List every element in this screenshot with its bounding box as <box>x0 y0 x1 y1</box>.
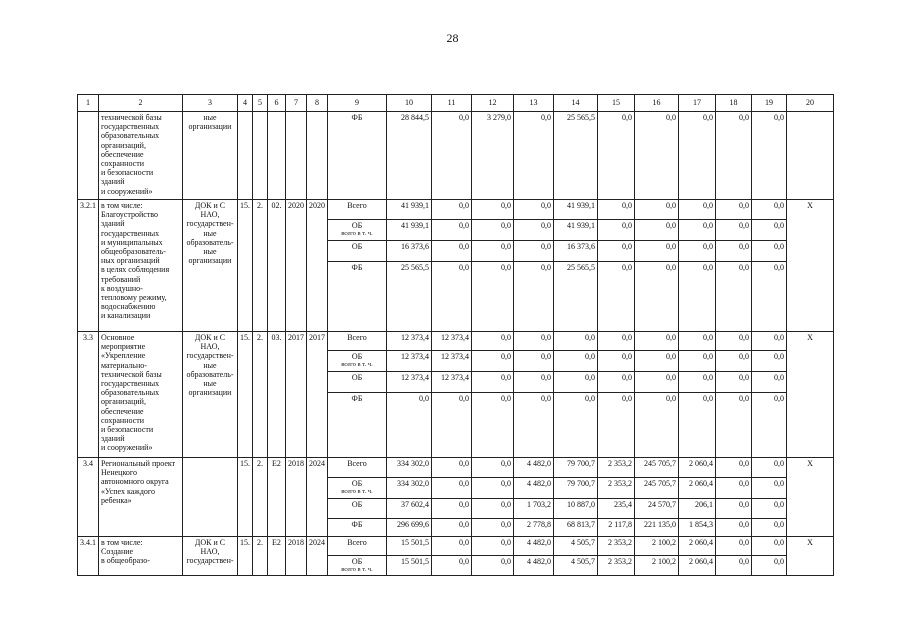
amount-cell: 0,0 <box>752 393 787 458</box>
amount-cell: 15 501,5 <box>387 537 432 556</box>
amount-cell: 0,0 <box>598 241 635 262</box>
amount-cell: 0,0 <box>716 220 752 241</box>
header-row <box>78 95 834 112</box>
header-cell: 14 <box>554 95 598 112</box>
amount-cell: 0,0 <box>598 332 635 351</box>
amount-cell: 0,0 <box>598 112 635 200</box>
amount-cell: 2 353,2 <box>598 478 635 499</box>
header-cell: 15 <box>598 95 635 112</box>
responsible-organization: ДОК и С НАО, государствен- <box>183 537 238 576</box>
amount-cell: 0,0 <box>752 478 787 499</box>
funding-source-label: Всего <box>347 333 367 342</box>
amount-cell: 0,0 <box>514 351 554 372</box>
amount-cell: 334 302,0 <box>387 478 432 499</box>
code-cell: 2024 <box>307 537 328 576</box>
header-cell: 17 <box>679 95 716 112</box>
amount-cell: 0,0 <box>554 372 598 393</box>
table-row <box>78 112 834 200</box>
amount-cell: 0,0 <box>472 556 514 576</box>
code-cell: 2. <box>253 332 268 458</box>
amount-cell: 0,0 <box>432 262 472 332</box>
amount-cell: 0,0 <box>472 220 514 241</box>
amount-cell: 79 700,7 <box>554 478 598 499</box>
amount-cell: 25 565,5 <box>554 262 598 332</box>
amount-cell: 2 353,2 <box>598 537 635 556</box>
amount-cell: 245 705,7 <box>635 458 679 478</box>
amount-cell: 0,0 <box>716 332 752 351</box>
amount-cell: 0,0 <box>716 112 752 200</box>
amount-cell: 1 854,3 <box>679 519 716 537</box>
code-cell: Е2 <box>268 458 286 537</box>
amount-cell: 0,0 <box>472 537 514 556</box>
funding-source-label: ФБ <box>351 394 363 403</box>
amount-cell: 0,0 <box>514 241 554 262</box>
code-cell <box>286 112 307 200</box>
amount-cell: 0,0 <box>554 393 598 458</box>
amount-cell: 0,0 <box>514 393 554 458</box>
amount-cell: 206,1 <box>679 499 716 519</box>
amount-cell: 0,0 <box>716 200 752 220</box>
responsible-organization: ДОК и С НАО, государствен- ные образователь- ные организации <box>183 332 238 458</box>
amount-cell: 41 939,1 <box>554 220 598 241</box>
amount-cell: 0,0 <box>432 556 472 576</box>
amount-cell: 2 060,4 <box>679 478 716 499</box>
code-cell: Е2 <box>268 537 286 576</box>
amount-cell: 0,0 <box>716 519 752 537</box>
amount-cell: 0,0 <box>514 200 554 220</box>
code-cell: 2024 <box>307 458 328 537</box>
code-cell <box>253 112 268 200</box>
amount-cell: 4 482,0 <box>514 556 554 576</box>
amount-cell: 0,0 <box>554 332 598 351</box>
amount-cell: 24 570,7 <box>635 499 679 519</box>
amount-cell: 41 939,1 <box>387 220 432 241</box>
code-cell: 15. <box>238 200 253 332</box>
code-cell: 2. <box>253 458 268 537</box>
amount-cell: 0,0 <box>514 332 554 351</box>
header-cell: 20 <box>787 95 834 112</box>
funding-source-label: ФБ <box>351 263 363 272</box>
amount-cell: 41 939,1 <box>554 200 598 220</box>
amount-cell: 0,0 <box>679 332 716 351</box>
code-cell: 02. <box>268 200 286 332</box>
header-cell: 10 <box>387 95 432 112</box>
funding-source-label: ОБ <box>351 352 363 361</box>
amount-cell: 296 699,6 <box>387 519 432 537</box>
amount-cell: 0,0 <box>716 372 752 393</box>
amount-cell: 0,0 <box>598 351 635 372</box>
amount-cell: 0,0 <box>472 332 514 351</box>
amount-cell: 79 700,7 <box>554 458 598 478</box>
amount-cell: 2 060,4 <box>679 537 716 556</box>
amount-cell: 0,0 <box>752 537 787 556</box>
row-number: 3.4 <box>78 458 99 537</box>
amount-cell: 0,0 <box>472 372 514 393</box>
amount-cell: 0,0 <box>432 478 472 499</box>
mark-cell <box>787 112 834 200</box>
amount-cell: 0,0 <box>752 241 787 262</box>
amount-cell: 0,0 <box>432 458 472 478</box>
funding-source-label: ОБ <box>351 242 363 251</box>
amount-cell: 0,0 <box>635 372 679 393</box>
activity-description: в том числе: Благоустройство зданий государственных и муниципальных общеобразователь- ных организаций в целях соблюдения требований к воздушно- тепловому режиму, водоснабжению и канализации <box>99 200 183 332</box>
amount-cell: 16 373,6 <box>554 241 598 262</box>
amount-cell: 0,0 <box>716 537 752 556</box>
code-cell: 2017 <box>286 332 307 458</box>
funding-source-label: ОБ <box>351 373 363 382</box>
funding-source-note: всего в т. ч. <box>341 361 373 369</box>
amount-cell: 0,0 <box>514 112 554 200</box>
header-cell: 11 <box>432 95 472 112</box>
amount-cell: 0,0 <box>472 519 514 537</box>
amount-cell: 2 353,2 <box>598 458 635 478</box>
amount-cell: 0,0 <box>679 241 716 262</box>
amount-cell: 0,0 <box>679 351 716 372</box>
table-row <box>78 458 834 478</box>
amount-cell: 0,0 <box>752 262 787 332</box>
amount-cell: 0,0 <box>752 351 787 372</box>
amount-cell: 3 279,0 <box>472 112 514 200</box>
funding-source-label: ОБ <box>351 479 363 488</box>
amount-cell: 0,0 <box>432 200 472 220</box>
budget-table <box>77 94 834 576</box>
funding-source <box>328 393 387 458</box>
header-cell: 1 <box>78 95 99 112</box>
amount-cell: 0,0 <box>679 200 716 220</box>
amount-cell: 0,0 <box>432 393 472 458</box>
code-cell: 2017 <box>307 332 328 458</box>
amount-cell: 0,0 <box>752 458 787 478</box>
mark-cell: Х <box>787 458 834 537</box>
mark-cell: Х <box>787 537 834 576</box>
funding-source-note: всего в т. ч. <box>341 566 373 574</box>
code-cell: 2. <box>253 200 268 332</box>
amount-cell: 0,0 <box>679 262 716 332</box>
header-cell: 16 <box>635 95 679 112</box>
amount-cell: 37 602,4 <box>387 499 432 519</box>
amount-cell: 0,0 <box>472 393 514 458</box>
code-cell: 2020 <box>286 200 307 332</box>
amount-cell: 0,0 <box>635 332 679 351</box>
amount-cell: 15 501,5 <box>387 556 432 576</box>
amount-cell: 12 373,4 <box>387 332 432 351</box>
funding-source-label: ФБ <box>351 113 363 122</box>
header-cell: 19 <box>752 95 787 112</box>
row-number: 3.3 <box>78 332 99 458</box>
amount-cell: 0,0 <box>679 372 716 393</box>
amount-cell: 10 887,0 <box>554 499 598 519</box>
mark-cell: Х <box>787 332 834 458</box>
amount-cell: 0,0 <box>716 499 752 519</box>
amount-cell: 41 939,1 <box>387 200 432 220</box>
amount-cell: 12 373,4 <box>432 332 472 351</box>
amount-cell: 0,0 <box>752 499 787 519</box>
amount-cell: 0,0 <box>432 519 472 537</box>
funding-source <box>328 556 387 576</box>
amount-cell: 0,0 <box>679 112 716 200</box>
amount-cell: 334 302,0 <box>387 458 432 478</box>
amount-cell: 2 060,4 <box>679 458 716 478</box>
amount-cell: 28 844,5 <box>387 112 432 200</box>
amount-cell: 2 060,4 <box>679 556 716 576</box>
amount-cell: 4 482,0 <box>514 537 554 556</box>
code-cell: 2020 <box>307 200 328 332</box>
amount-cell: 12 373,4 <box>387 351 432 372</box>
amount-cell: 4 482,0 <box>514 478 554 499</box>
amount-cell: 0,0 <box>432 220 472 241</box>
amount-cell: 0,0 <box>432 241 472 262</box>
amount-cell: 0,0 <box>598 220 635 241</box>
code-cell <box>307 112 328 200</box>
amount-cell: 0,0 <box>752 519 787 537</box>
header-cell: 5 <box>253 95 268 112</box>
amount-cell: 0,0 <box>514 262 554 332</box>
amount-cell: 0,0 <box>716 262 752 332</box>
code-cell: 2018 <box>286 458 307 537</box>
funding-source <box>328 519 387 537</box>
header-cell: 12 <box>472 95 514 112</box>
amount-cell: 12 373,4 <box>432 372 472 393</box>
funding-source <box>328 220 387 241</box>
amount-cell: 0,0 <box>635 262 679 332</box>
amount-cell: 25 565,5 <box>387 262 432 332</box>
amount-cell: 0,0 <box>554 351 598 372</box>
code-cell: 15. <box>238 332 253 458</box>
header-cell: 9 <box>328 95 387 112</box>
funding-source <box>328 241 387 262</box>
amount-cell: 221 135,0 <box>635 519 679 537</box>
amount-cell: 0,0 <box>716 351 752 372</box>
amount-cell: 1 703,2 <box>514 499 554 519</box>
table-row <box>78 332 834 351</box>
amount-cell: 0,0 <box>472 200 514 220</box>
amount-cell: 68 813,7 <box>554 519 598 537</box>
funding-source <box>328 478 387 499</box>
funding-source-note: всего в т. ч. <box>341 230 373 238</box>
funding-source-label: Всего <box>347 459 367 468</box>
funding-source <box>328 200 387 220</box>
amount-cell: 0,0 <box>472 458 514 478</box>
amount-cell: 0,0 <box>598 393 635 458</box>
amount-cell: 0,0 <box>432 112 472 200</box>
funding-source <box>328 499 387 519</box>
header-cell: 8 <box>307 95 328 112</box>
responsible-organization <box>183 458 238 537</box>
amount-cell: 0,0 <box>472 262 514 332</box>
amount-cell: 12 373,4 <box>387 372 432 393</box>
header-cell: 18 <box>716 95 752 112</box>
row-number: 3.4.1 <box>78 537 99 576</box>
code-cell: 15. <box>238 537 253 576</box>
row-number <box>78 112 99 200</box>
amount-cell: 0,0 <box>635 241 679 262</box>
funding-source <box>328 351 387 372</box>
code-cell <box>238 112 253 200</box>
funding-source <box>328 458 387 478</box>
funding-source-label: Всего <box>347 201 367 210</box>
amount-cell: 4 505,7 <box>554 537 598 556</box>
funding-source-label: ОБ <box>351 221 363 230</box>
table-body <box>78 95 834 576</box>
amount-cell: 0,0 <box>635 351 679 372</box>
code-cell <box>268 112 286 200</box>
code-cell: 15. <box>238 458 253 537</box>
amount-cell: 0,0 <box>432 537 472 556</box>
responsible-organization: ДОК и С НАО, государствен- ные образователь- ные организации <box>183 200 238 332</box>
table-row <box>78 537 834 556</box>
amount-cell: 2 778,8 <box>514 519 554 537</box>
amount-cell: 0,0 <box>752 200 787 220</box>
funding-source <box>328 112 387 200</box>
amount-cell: 0,0 <box>716 393 752 458</box>
amount-cell: 0,0 <box>598 262 635 332</box>
header-cell: 3 <box>183 95 238 112</box>
amount-cell: 0,0 <box>635 220 679 241</box>
amount-cell: 0,0 <box>598 200 635 220</box>
amount-cell: 0,0 <box>472 499 514 519</box>
amount-cell: 0,0 <box>679 393 716 458</box>
funding-source <box>328 537 387 556</box>
amount-cell: 0,0 <box>716 241 752 262</box>
activity-description: Региональный проект Ненецкого автономного округа «Успех каждого ребенка» <box>99 458 183 537</box>
amount-cell: 0,0 <box>472 241 514 262</box>
table-row <box>78 200 834 220</box>
amount-cell: 0,0 <box>752 332 787 351</box>
amount-cell: 0,0 <box>472 351 514 372</box>
code-cell: 03. <box>268 332 286 458</box>
amount-cell: 0,0 <box>679 220 716 241</box>
amount-cell: 0,0 <box>752 372 787 393</box>
amount-cell: 16 373,6 <box>387 241 432 262</box>
funding-source-label: ФБ <box>351 520 363 529</box>
amount-cell: 2 353,2 <box>598 556 635 576</box>
amount-cell: 0,0 <box>716 556 752 576</box>
responsible-organization: ные организации <box>183 112 238 200</box>
amount-cell: 0,0 <box>598 372 635 393</box>
header-cell: 7 <box>286 95 307 112</box>
amount-cell: 25 565,5 <box>554 112 598 200</box>
amount-cell: 2 117,8 <box>598 519 635 537</box>
amount-cell: 245 705,7 <box>635 478 679 499</box>
amount-cell: 0,0 <box>716 478 752 499</box>
activity-description: в том числе: Создание в общеобразо- <box>99 537 183 576</box>
amount-cell: 4 505,7 <box>554 556 598 576</box>
activity-description: Основное мероприятие «Укрепление материально- технической базы государственных образовательных организаций, обеспечение сохранности и безопасности зданий и сооружений» <box>99 332 183 458</box>
funding-source <box>328 332 387 351</box>
header-cell: 2 <box>99 95 183 112</box>
amount-cell: 4 482,0 <box>514 458 554 478</box>
amount-cell: 0,0 <box>514 372 554 393</box>
funding-source-note: всего в т. ч. <box>341 488 373 496</box>
amount-cell: 0,0 <box>472 478 514 499</box>
amount-cell: 235,4 <box>598 499 635 519</box>
header-cell: 13 <box>514 95 554 112</box>
amount-cell: 0,0 <box>635 393 679 458</box>
amount-cell: 0,0 <box>752 112 787 200</box>
header-cell: 4 <box>238 95 253 112</box>
funding-source <box>328 262 387 332</box>
amount-cell: 0,0 <box>752 556 787 576</box>
row-number: 3.2.1 <box>78 200 99 332</box>
header-cell: 6 <box>268 95 286 112</box>
amount-cell: 2 100,2 <box>635 556 679 576</box>
code-cell: 2018 <box>286 537 307 576</box>
funding-source-label: ОБ <box>351 557 363 566</box>
amount-cell: 0,0 <box>387 393 432 458</box>
mark-cell: Х <box>787 200 834 332</box>
page-number: 28 <box>446 31 459 45</box>
amount-cell: 0,0 <box>752 220 787 241</box>
amount-cell: 0,0 <box>432 499 472 519</box>
amount-cell: 0,0 <box>635 112 679 200</box>
funding-source-label: Всего <box>347 538 367 547</box>
funding-source <box>328 372 387 393</box>
code-cell: 2. <box>253 537 268 576</box>
amount-cell: 0,0 <box>716 458 752 478</box>
amount-cell: 12 373,4 <box>432 351 472 372</box>
funding-source-label: ОБ <box>351 500 363 509</box>
activity-description: технической базы государственных образовательных организаций, обеспечение сохранности и безопасности зданий и сооружений» <box>99 112 183 200</box>
amount-cell: 0,0 <box>514 220 554 241</box>
amount-cell: 2 100,2 <box>635 537 679 556</box>
amount-cell: 0,0 <box>635 200 679 220</box>
